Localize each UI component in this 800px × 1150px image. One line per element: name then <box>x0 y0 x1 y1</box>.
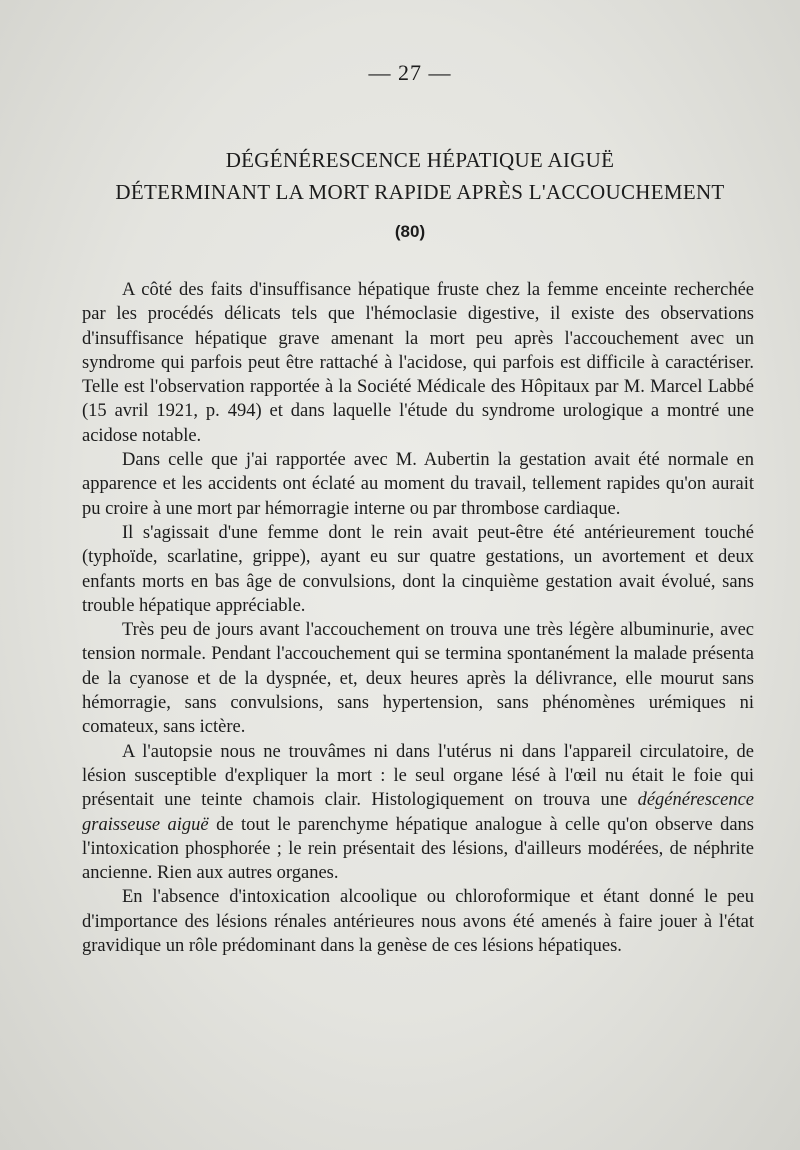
title-line-2: DÉTERMINANT LA MORT RAPIDE APRÈS L'ACCOUCHEMENT <box>115 180 725 204</box>
paragraph-1: A côté des faits d'insuffisance hépatique fruste chez la femme enceinte recherchée par les procédés délicats tels que l'hémoclasie digestive, il existe des observations d'insuffisance hépatique grave amenant la mort peu après l'accouchement avec un syndrome qui parfois peut être rattaché à l'acidose, qui parfois est difficile à caractériser. Telle est l'observation rapportée à la Société Médicale des Hôpitaux par M. Marcel Labbé (15 avril 1921, p. 494) et dans laquelle l'étude du syndrome urologique a montré une acidose notable. <box>82 280 754 446</box>
paragraph-5-italic: dégénérescence graisseuse aiguë <box>82 790 754 835</box>
page-number: — 27 — <box>368 60 452 85</box>
reference-number: (80) <box>394 222 426 241</box>
paragraph-5 <box>82 740 754 886</box>
paragraph-2: Dans celle que j'ai rapportée avec M. Aubertin la gestation avait été normale en apparence et les accidents ont éclaté au moment du travail, tellement rapides qu'on aurait pu croire à une mort par hémorragie interne ou par thrombose cardiaque. <box>82 450 754 519</box>
body-text <box>82 278 754 958</box>
paragraph-4: Très peu de jours avant l'accouchement on trouva une très légère albuminurie, avec tension normale. Pendant l'accouchement qui se termina spontanément la malade présenta de la cyanose et de la dyspnée, et, deux heures après la délivrance, elle mourut sans hémorragie, sans convulsions, sans hypertension, sans phénomènes urémiques ni comateux, sans ictère. <box>82 620 754 738</box>
title-line-1: DÉGÉNÉRESCENCE HÉPATIQUE AIGUË <box>225 148 615 172</box>
paragraph-6: En l'absence d'intoxication alcoolique ou chloroformique et étant donné le peu d'importance des lésions rénales antérieures nous avons été amenés à faire jouer à l'état gravidique un rôle prédominant dans la genèse de ces lésions hépatiques. <box>82 887 754 957</box>
paragraph-3: Il s'agissait d'une femme dont le rein avait peut-être été antérieurement touché (typhoïde, scarlatine, grippe), ayant eu sur quatre gestations, un avortement et deux enfants morts en bas âge de convulsions, dont la cinquième gestation avait évolué, sans trouble hépatique appréciable. <box>82 522 754 616</box>
paragraph-5-end: de tout le parenchyme hépatique analogue à celle qu'on observe dans l'intoxication phosphorée ; le rein présentait des lésions, d'ailleurs modérées, de néphrite ancienne. Rien aux autres organes. <box>82 814 755 884</box>
paragraph-5-start: A l'autopsie nous ne trouvâmes ni dans l'utérus ni dans l'appareil circulatoire, de lésion susceptible d'expliquer la mort : le seul organe lésé à l'œil nu était le foie qui présentait une teinte chamois clair. Histologiquement on trouva une <box>82 741 754 811</box>
